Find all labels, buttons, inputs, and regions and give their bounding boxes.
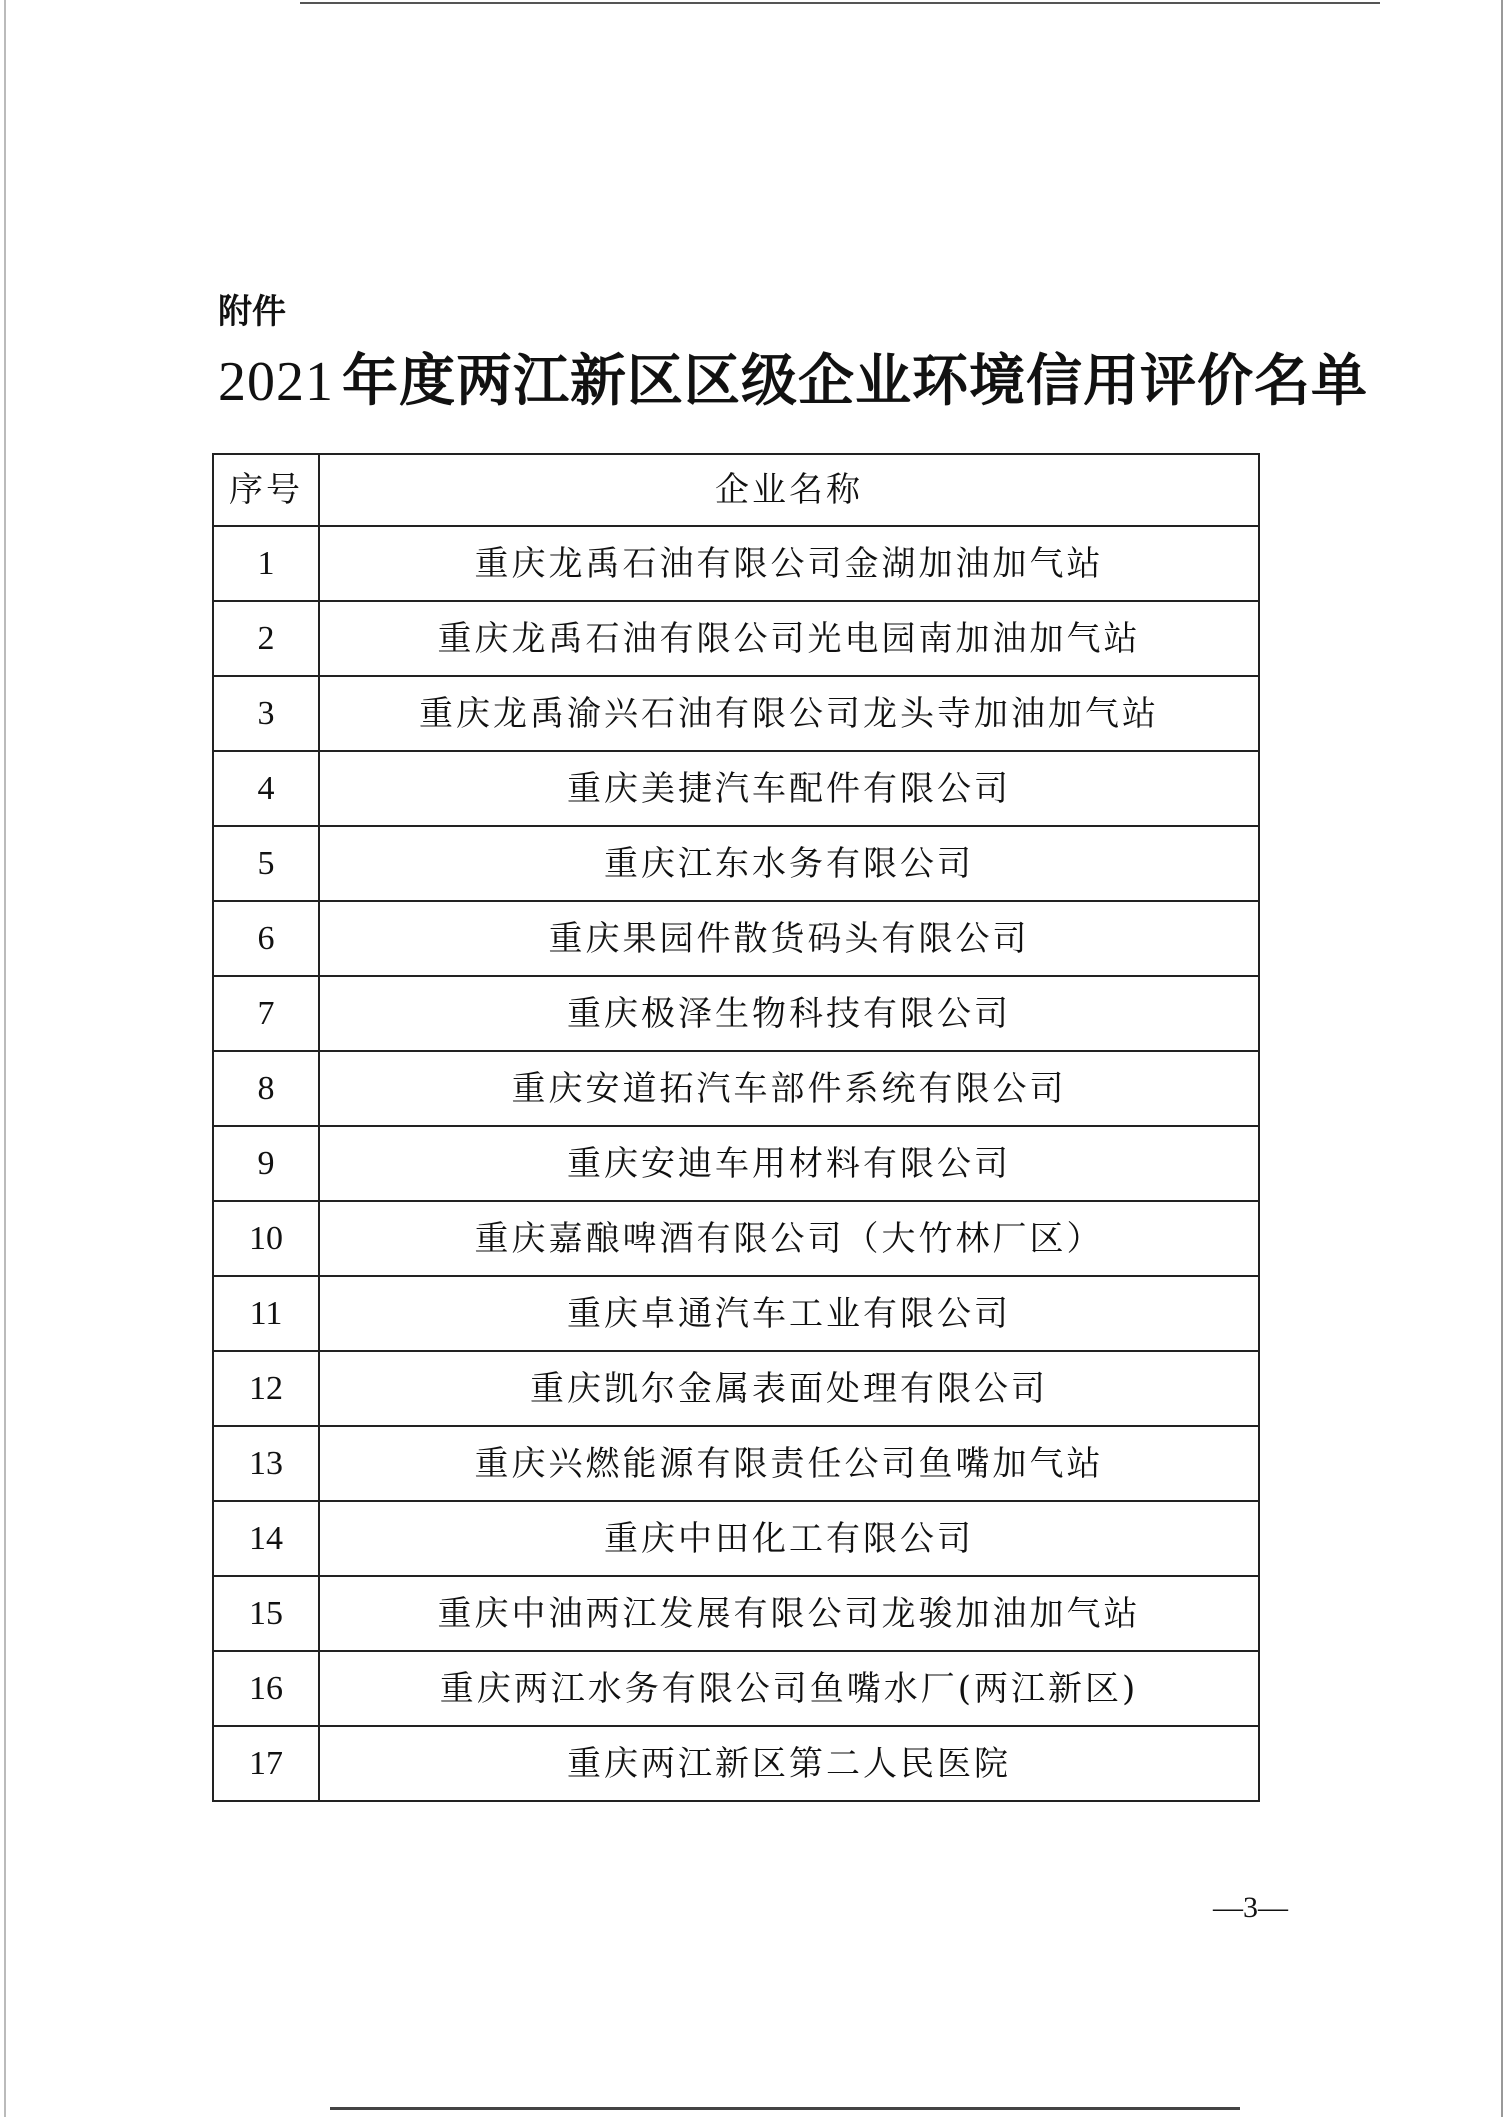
table-row bbox=[213, 1726, 1259, 1801]
enterprise-name: 重庆两江水务有限公司鱼嘴水厂(两江新区) bbox=[319, 1651, 1259, 1726]
enterprise-name: 重庆果园件散货码头有限公司 bbox=[319, 901, 1259, 976]
row-number: 9 bbox=[213, 1126, 319, 1201]
table-header-row bbox=[213, 454, 1259, 526]
enterprise-name: 重庆龙禹石油有限公司金湖加油加气站 bbox=[319, 526, 1259, 601]
enterprise-name: 重庆安迪车用材料有限公司 bbox=[319, 1126, 1259, 1201]
scan-left-edge bbox=[4, 0, 6, 2117]
table-row bbox=[213, 1276, 1259, 1351]
column-header-name: 企业名称 bbox=[319, 454, 1259, 526]
enterprise-name: 重庆江东水务有限公司 bbox=[319, 826, 1259, 901]
table-row bbox=[213, 751, 1259, 826]
enterprise-name: 重庆中田化工有限公司 bbox=[319, 1501, 1259, 1576]
table-row bbox=[213, 1501, 1259, 1576]
table-row bbox=[213, 676, 1259, 751]
scan-top-rule bbox=[300, 2, 1380, 4]
row-number: 16 bbox=[213, 1651, 319, 1726]
enterprise-name: 重庆龙禹渝兴石油有限公司龙头寺加油加气站 bbox=[319, 676, 1259, 751]
row-number: 11 bbox=[213, 1276, 319, 1351]
table-row bbox=[213, 1051, 1259, 1126]
table-row bbox=[213, 1351, 1259, 1426]
table-row bbox=[213, 901, 1259, 976]
row-number: 8 bbox=[213, 1051, 319, 1126]
enterprise-name: 重庆凯尔金属表面处理有限公司 bbox=[319, 1351, 1259, 1426]
table-row bbox=[213, 976, 1259, 1051]
row-number: 12 bbox=[213, 1351, 319, 1426]
enterprise-name: 重庆安道拓汽车部件系统有限公司 bbox=[319, 1051, 1259, 1126]
row-number: 15 bbox=[213, 1576, 319, 1651]
row-number: 2 bbox=[213, 601, 319, 676]
enterprise-name: 重庆卓通汽车工业有限公司 bbox=[319, 1276, 1259, 1351]
enterprise-name: 重庆龙禹石油有限公司光电园南加油加气站 bbox=[319, 601, 1259, 676]
row-number: 3 bbox=[213, 676, 319, 751]
enterprise-list-table bbox=[212, 453, 1260, 1802]
row-number: 6 bbox=[213, 901, 319, 976]
table-row bbox=[213, 1426, 1259, 1501]
title-year: 2021 bbox=[218, 351, 334, 413]
column-header-number: 序号 bbox=[213, 454, 319, 526]
scan-right-edge bbox=[1501, 0, 1503, 2117]
row-number: 13 bbox=[213, 1426, 319, 1501]
table-row bbox=[213, 1201, 1259, 1276]
table-row bbox=[213, 526, 1259, 601]
table-row bbox=[213, 1576, 1259, 1651]
table-row bbox=[213, 826, 1259, 901]
attachment-label: 附件 bbox=[218, 292, 286, 332]
table-row bbox=[213, 1651, 1259, 1726]
title-text: 年度两江新区区级企业环境信用评价名单 bbox=[342, 349, 1368, 414]
row-number: 7 bbox=[213, 976, 319, 1051]
row-number: 14 bbox=[213, 1501, 319, 1576]
row-number: 1 bbox=[213, 526, 319, 601]
row-number: 10 bbox=[213, 1201, 319, 1276]
page-number: —3— bbox=[1213, 1891, 1288, 1924]
enterprise-name: 重庆嘉酿啤酒有限公司（大竹林厂区） bbox=[319, 1201, 1259, 1276]
enterprise-name: 重庆中油两江发展有限公司龙骏加油加气站 bbox=[319, 1576, 1259, 1651]
row-number: 17 bbox=[213, 1726, 319, 1801]
table-row bbox=[213, 1126, 1259, 1201]
document-title bbox=[218, 344, 1418, 420]
enterprise-name: 重庆两江新区第二人民医院 bbox=[319, 1726, 1259, 1801]
table-row bbox=[213, 601, 1259, 676]
row-number: 5 bbox=[213, 826, 319, 901]
row-number: 4 bbox=[213, 751, 319, 826]
enterprise-name: 重庆美捷汽车配件有限公司 bbox=[319, 751, 1259, 826]
enterprise-name: 重庆极泽生物科技有限公司 bbox=[319, 976, 1259, 1051]
enterprise-name: 重庆兴燃能源有限责任公司鱼嘴加气站 bbox=[319, 1426, 1259, 1501]
scan-bottom-rule bbox=[330, 2107, 1240, 2110]
